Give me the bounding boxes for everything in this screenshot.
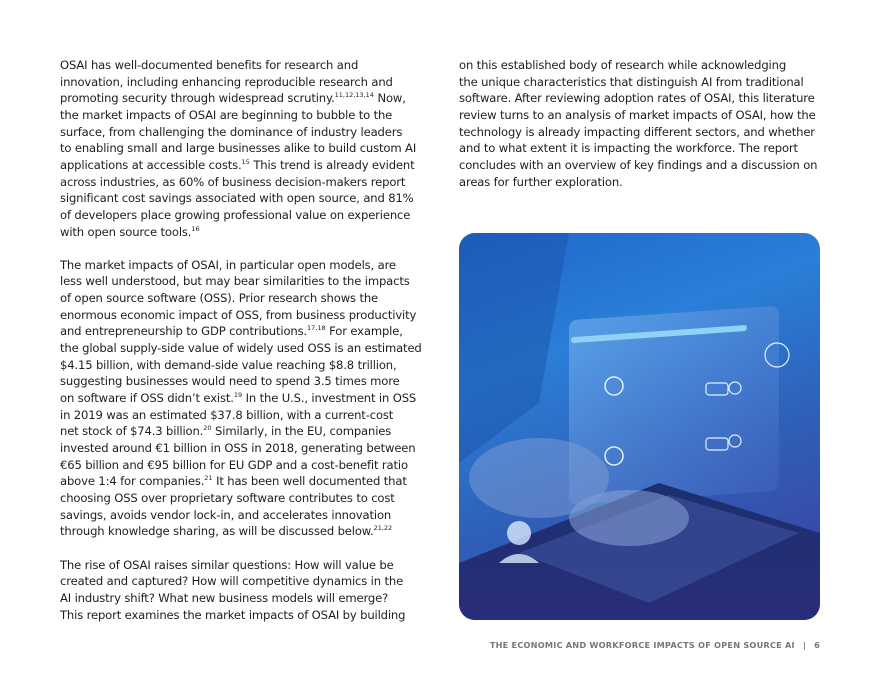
text-line	[60, 90, 430, 107]
page-footer	[490, 640, 820, 650]
running-title: THE ECONOMIC AND WORKFORCE IMPACTS OF OPEN SOURCE AI	[489, 640, 795, 650]
line-text: the global supply-side value of widely used OSS is an estimated	[60, 341, 422, 356]
text-line	[60, 440, 430, 457]
text-line	[459, 57, 829, 74]
footnote-reference[interactable]: 15	[241, 157, 250, 166]
text-line	[459, 157, 829, 174]
footnote-reference[interactable]: 20	[203, 424, 212, 433]
line-text: areas for further exploration.	[459, 174, 623, 189]
text-line	[60, 107, 430, 124]
line-text: AI industry shift? What new business models will emerge?	[60, 590, 389, 605]
left-column	[60, 57, 430, 640]
text-line	[60, 473, 430, 490]
text-line	[60, 390, 430, 407]
text-line	[60, 457, 430, 474]
text-line	[60, 557, 430, 574]
line-text: in 2019 was an estimated $37.8 billion, with a current-cost	[60, 407, 394, 422]
text-line	[60, 607, 430, 624]
text-line	[60, 340, 430, 357]
line-text: innovation, including enhancing reproducible research and	[60, 74, 393, 89]
line-text: promoting security through widespread scrutiny.	[60, 91, 335, 106]
text-line	[60, 174, 430, 191]
right-column	[459, 57, 829, 207]
line-text: significant cost savings associated with open source, and 81%	[60, 191, 414, 206]
line-text: suggesting businesses would need to spend 3.5 times more	[60, 374, 400, 389]
body-paragraph	[60, 57, 430, 240]
text-line	[459, 107, 829, 124]
text-line	[60, 57, 430, 74]
text-line	[459, 140, 829, 157]
footnote-reference[interactable]: 21	[204, 474, 213, 483]
laptop-ai-illustration	[459, 233, 820, 620]
line-text: software. After reviewing adoption rates of OSAI, this literature	[459, 91, 815, 106]
text-line	[459, 124, 829, 141]
line-text: Similarly, in the EU, companies	[211, 424, 392, 439]
text-line	[60, 290, 430, 307]
line-text: This trend is already evident	[249, 157, 415, 172]
footer-separator: |	[802, 640, 807, 650]
line-text: of developers place growing professional value on experience	[60, 207, 411, 222]
footnote-reference[interactable]: 11,12,13,14	[334, 91, 374, 100]
footnote-reference[interactable]: 19	[233, 391, 243, 400]
line-text: net stock of $74.3 billion.	[60, 424, 204, 439]
line-text: with open source tools.	[60, 224, 192, 239]
text-line	[60, 323, 430, 340]
line-text: savings, avoids vendor lock-in, and accelerates innovation	[60, 507, 392, 522]
line-text: concludes with an overview of key findings and a discussion on	[459, 157, 818, 172]
line-text: on software if OSS didn’t exist.	[60, 391, 234, 406]
text-line	[459, 174, 829, 191]
text-line	[60, 224, 430, 241]
line-text: to enabling small and large businesses alike to build custom AI	[60, 141, 417, 156]
text-line	[60, 590, 430, 607]
line-text: $4.15 billion, with demand-side value reaching $8.8 trillion,	[60, 357, 397, 372]
text-line	[60, 124, 430, 141]
text-line	[459, 74, 829, 91]
text-line	[60, 373, 430, 390]
page-number: 6	[814, 640, 820, 650]
body-paragraph	[60, 257, 430, 540]
line-text: For example,	[325, 324, 403, 339]
line-text: surface, from challenging the dominance of industry leaders	[60, 124, 403, 139]
body-paragraph	[60, 557, 430, 624]
line-text: through knowledge sharing, as will be discussed below.	[60, 524, 374, 539]
line-text: the unique characteristics that distinguish AI from traditional	[459, 74, 804, 89]
line-text: €65 billion and €95 billion for EU GDP and a cost-benefit ratio	[60, 457, 408, 472]
line-text: enormous economic impact of OSS, from business productivity	[60, 307, 417, 322]
text-line	[60, 74, 430, 91]
line-text: The market impacts of OSAI, in particular open models, are	[60, 257, 396, 272]
footnote-reference[interactable]: 21,22	[373, 524, 393, 533]
text-line	[60, 273, 430, 290]
line-text: OSAI has well-documented benefits for research and	[60, 58, 359, 72]
text-line	[60, 190, 430, 207]
text-line	[60, 423, 430, 440]
text-line	[60, 490, 430, 507]
line-text: technology is already impacting different sectors, and whether	[459, 124, 815, 139]
line-text: above 1:4 for companies.	[60, 474, 205, 489]
line-text: Now,	[373, 91, 406, 106]
text-line	[60, 573, 430, 590]
line-text: and entrepreneurship to GDP contributions.	[60, 324, 308, 339]
line-text: on this established body of research while acknowledging	[459, 58, 787, 72]
text-line	[60, 257, 430, 274]
text-line	[60, 407, 430, 424]
line-text: invested around €1 billion in OSS in 2018, generating between	[60, 441, 416, 456]
line-text: It has been well documented that	[212, 474, 407, 489]
text-line	[60, 157, 430, 174]
line-text: This report examines the market impacts of OSAI by building	[60, 607, 406, 622]
line-text: The rise of OSAI raises similar questions: How will value be	[60, 557, 394, 572]
line-text: In the U.S., investment in OSS	[242, 391, 417, 406]
line-text: the market impacts of OSAI are beginning to bubble to the	[60, 107, 393, 122]
footnote-reference[interactable]: 17,18	[307, 324, 326, 333]
text-line	[60, 207, 430, 224]
text-line	[459, 90, 829, 107]
line-text: applications at accessible costs.	[60, 157, 242, 172]
text-line	[60, 523, 430, 540]
body-paragraph	[459, 57, 829, 190]
line-text: of open source software (OSS). Prior research shows the	[60, 291, 379, 306]
line-text: review turns to an analysis of market impacts of OSAI, how the	[459, 107, 816, 122]
text-line	[60, 140, 430, 157]
line-text: and to what extent it is impacting the workforce. The report	[459, 141, 798, 156]
text-line	[60, 357, 430, 374]
line-text: choosing OSS over proprietary software contributes to cost	[60, 491, 395, 505]
line-text: created and captured? How will competitive dynamics in the	[60, 574, 404, 589]
laptop-illustration-graphic	[459, 233, 820, 620]
line-text: across industries, as 60% of business decision-makers report	[60, 174, 406, 189]
footnote-reference[interactable]: 16	[191, 224, 200, 233]
text-line	[60, 507, 430, 524]
line-text: less well understood, but may bear similarities to the impacts	[60, 274, 410, 289]
text-line	[60, 307, 430, 324]
